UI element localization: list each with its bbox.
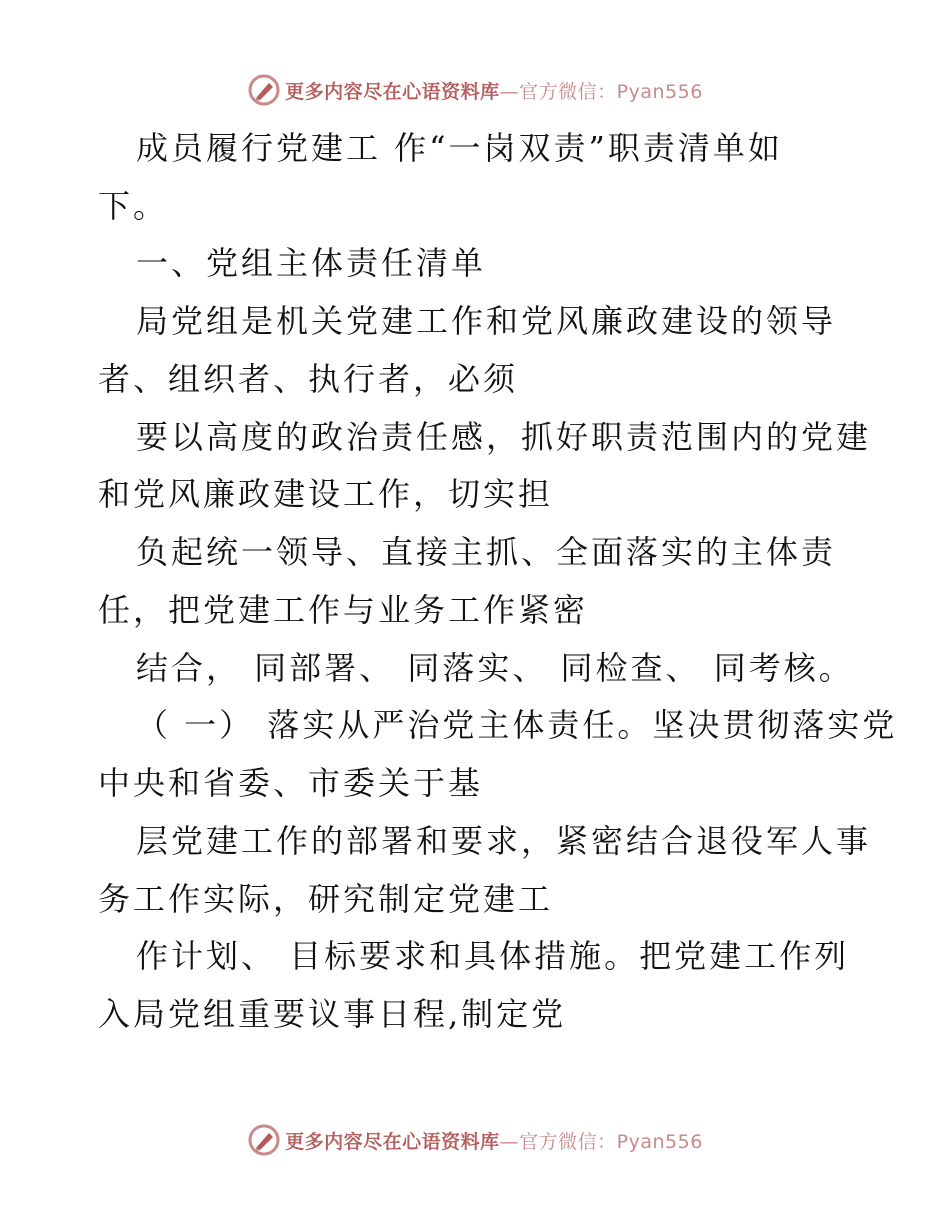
text-line: 层党建工作的部署和要求，紧密结合退役军人事 [136,822,872,860]
footer-watermark-text: 更多内容尽在心语资料库—官方微信：Pyan556 [285,1130,703,1153]
header-watermark-text: 更多内容尽在心语资料库—官方微信：Pyan556 [285,80,703,103]
text-line: 结合， 同部署、 同落实、 同检查、 同考核。 [136,649,854,687]
text-line: 局党组是机关党建工作和党风廉政建设的领导 [136,302,837,340]
text-line: 下。 [98,187,169,225]
text-line: 要以高度的政治责任感，抓好职责范围内的党建 [136,418,872,456]
text-line: 入局党组重要议事日程,制定党 [98,995,567,1033]
text-line: 和党风廉政建设工作，切实担 [98,475,554,513]
text-line: 中央和省委、市委关于基 [98,764,484,802]
text-line: 成员履行党建工 作“一岗双责”职责清单如 [136,129,783,167]
pen-nib-logo-icon [247,1123,281,1157]
footer-watermark-banner [0,1120,950,1160]
header-watermark-banner [0,70,950,110]
pen-nib-logo-icon [247,73,281,107]
text-line: 者、组织者、执行者，必须 [98,360,519,398]
text-line: 负起统一领导、直接主抓、全面落实的主体责 [136,533,837,571]
text-line: 作计划、 目标要求和具体措施。把党建工作列 [136,937,850,975]
text-line: 任，把党建工作与业务工作紧密 [98,591,589,629]
text-line: 务工作实际，研究制定党建工 [98,880,554,918]
section-heading: 一、党组主体责任清单 [136,244,487,282]
text-line: （ 一） 落实从严治党主体责任。坚决贯彻落实党 [136,706,898,744]
